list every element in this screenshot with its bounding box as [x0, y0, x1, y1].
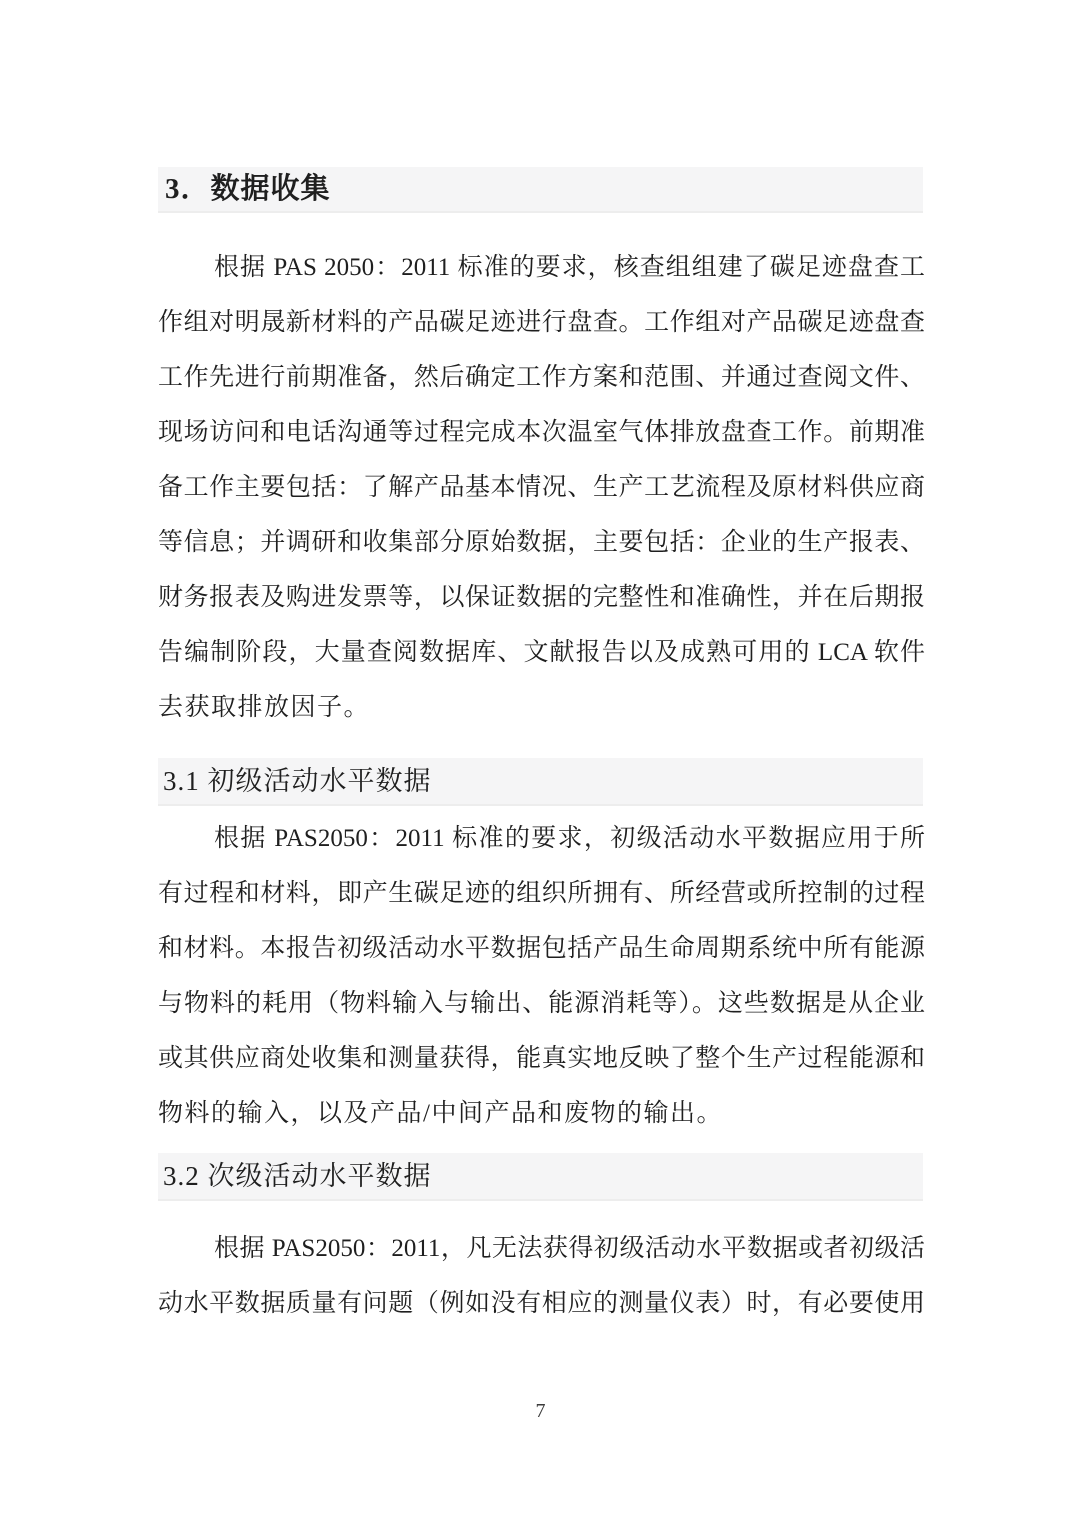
text-line: 现场访问和电话沟通等过程完成本次温室气体排放盘查工作。前期准 — [158, 419, 925, 446]
paragraph-data-collection-intro — [158, 240, 925, 735]
text-line: 等信息；并调研和收集部分原始数据，主要包括：企业的生产报表、 — [158, 529, 925, 556]
text-line: 去获取排放因子。 — [158, 694, 371, 721]
text-line: 作组对明晟新材料的产品碳足迹进行盘查。工作组对产品碳足迹盘查 — [158, 309, 925, 336]
text-line: 根据 PAS2050：2011 标准的要求，初级活动水平数据应用于所 — [214, 825, 925, 852]
section-heading-text: 3．数据收集 — [165, 173, 331, 205]
text-line: 有过程和材料，即产生碳足迹的组织所拥有、所经营或所控制的过程 — [158, 880, 925, 907]
paragraph-secondary-activity-data — [158, 1221, 925, 1331]
section-heading-data-collection — [158, 167, 923, 213]
text-line: 根据 PAS 2050：2011 标准的要求，核查组组建了碳足迹盘查工 — [214, 254, 925, 281]
text-line: 备工作主要包括：了解产品基本情况、生产工艺流程及原材料供应商 — [158, 474, 925, 501]
text-line: 根据 PAS2050：2011，凡无法获得初级活动水平数据或者初级活 — [214, 1235, 925, 1262]
section-heading-primary-activity-data — [158, 758, 923, 806]
text-line: 财务报表及购进发票等，以保证数据的完整性和准确性，并在后期报 — [158, 584, 925, 611]
text-line: 与物料的耗用（物料输入与输出、能源消耗等）。这些数据是从企业 — [158, 990, 925, 1017]
text-line: 告编制阶段，大量查阅数据库、文献报告以及成熟可用的 LCA 软件 — [158, 639, 925, 666]
section-heading-text: 3.1 初级活动水平数据 — [163, 766, 432, 796]
text-line: 动水平数据质量有问题（例如没有相应的测量仪表）时，有必要使用 — [158, 1290, 925, 1317]
document-content — [158, 167, 925, 1426]
section-heading-secondary-activity-data — [158, 1153, 923, 1201]
text-line: 和材料。本报告初级活动水平数据包括产品生命周期系统中所有能源 — [158, 935, 925, 962]
section-heading-text: 3.2 次级活动水平数据 — [163, 1161, 432, 1191]
page-number: 7 — [535, 1400, 546, 1422]
paragraph-primary-activity-data — [158, 811, 925, 1141]
text-line: 工作先进行前期准备，然后确定工作方案和范围、并通过查阅文件、 — [158, 364, 925, 391]
text-line: 或其供应商处收集和测量获得，能真实地反映了整个生产过程能源和 — [158, 1045, 925, 1072]
text-line: 物料的输入，以及产品/中间产品和废物的输出。 — [158, 1100, 723, 1127]
